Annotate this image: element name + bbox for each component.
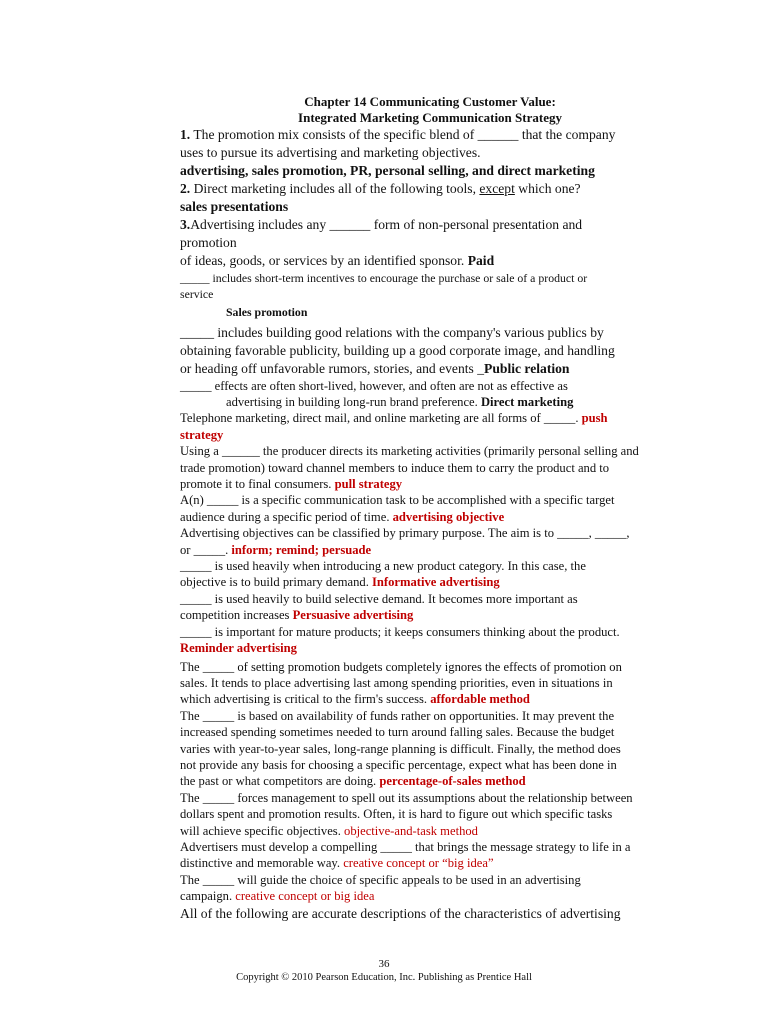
question-4-answer: Sales promotion	[226, 305, 308, 320]
question-1-answer: advertising, sales promotion, PR, personal selling, and direct marketing	[180, 163, 595, 178]
question-5-line2: obtaining favorable publicity, building up a good corporate image, and handling	[180, 342, 615, 358]
question-8-line2: trade promotion) toward channel members to induce them to carry the product and to	[180, 460, 610, 475]
question-9-line2: audience during a specific period of time. advertising objective	[180, 509, 505, 524]
question-11: _____ is used heavily when introducing a new product category. In this case, the	[180, 559, 586, 574]
question-16-line3: will achieve specific objectives. objective-and-task method	[180, 823, 478, 838]
question-3-line2: promotion	[180, 235, 237, 250]
question-14-line2: sales. It tends to place advertising last among spending priorities, even in situations in	[180, 675, 613, 690]
question-12-line2: competition increases Persuasive advertising	[180, 608, 414, 623]
question-18-answer: creative concept or big idea	[235, 889, 375, 904]
page-number: 36	[378, 958, 390, 970]
question-15-answer: percentage-of-sales method	[379, 774, 526, 789]
chapter-title: Chapter 14 Communicating Customer Value:	[304, 94, 556, 109]
question-14-answer: affordable method	[430, 692, 530, 707]
question-10-line2: or _____. inform; remind; persuade	[180, 542, 372, 557]
document-body	[180, 126, 680, 923]
chapter-subtitle: Integrated Marketing Communication Strategy	[298, 110, 562, 125]
question-4: _____ includes short-term incentives to encourage the purchase or sale of a product or	[180, 271, 588, 285]
question-10-answer: inform; remind; persuade	[231, 542, 372, 557]
question-2-answer: sales presentations	[180, 199, 289, 214]
question-15-line4: not provide any basis for choosing a specific percentage, expect what has been done in	[180, 757, 617, 772]
question-18: The _____ will guide the choice of specific appeals to be used in an advertising	[180, 872, 581, 887]
question-17: Advertisers must develop a compelling _____ that brings the message strategy to life in a	[180, 839, 631, 854]
question-14-line3: which advertising is critical to the firm's success. affordable method	[180, 692, 530, 707]
question-13: _____ is important for mature products; it keeps consumers thinking about the product.	[180, 624, 620, 639]
question-16-line2: dollars spent and promotion results. Often, it is hard to figure out which specific tasks	[180, 807, 613, 822]
question-8: Using a ______ the producer directs its marketing activities (primarily personal selling and	[180, 444, 639, 459]
question-17-answer: creative concept or “big idea”	[343, 856, 494, 871]
question-11-answer: Informative advertising	[372, 575, 500, 590]
question-4-line2: service	[180, 287, 214, 302]
question-10: Advertising objectives can be classified by primary purpose. The aim is to _____, _____,	[180, 526, 630, 541]
question-17-line2: distinctive and memorable way. creative concept or “big idea”	[180, 856, 494, 871]
question-15-line5: the past or what competitors are doing. percentage-of-sales method	[180, 774, 526, 789]
question-3-line3: of ideas, goods, or services by an identified sponsor. Paid	[180, 253, 495, 268]
question-14: The _____ of setting promotion budgets completely ignores the effects of promotion on	[180, 659, 622, 674]
question-6: _____ effects are often short-lived, however, and often are not as effective as	[180, 378, 568, 393]
question-15-line2: increased spending sometimes needed to turn around falling sales. Because the budget	[180, 725, 615, 740]
question-9-answer: advertising objective	[392, 509, 505, 524]
question-7-answer: push	[581, 411, 608, 426]
question-1-line2: uses to pursue its advertising and marketing objectives.	[180, 145, 481, 160]
question-7: Telephone marketing, direct mail, and online marketing are all forms of _____. push	[180, 411, 608, 426]
question-15: The _____ is based on availability of funds rather on opportunities. It may prevent the	[180, 708, 615, 723]
question-12: _____ is used heavily to build selective demand. It becomes more important as	[180, 591, 578, 606]
question-18-line2: campaign. creative concept or big idea	[180, 889, 375, 904]
question-5-line3: or heading off unfavorable rumors, stories, and events _Public relation	[180, 360, 570, 376]
question-13-answer: Reminder advertising	[180, 641, 297, 656]
question-11-line2: objective is to build primary demand. Informative advertising	[180, 575, 500, 590]
question-6-answer: Direct marketing	[480, 395, 574, 410]
question-12-answer: Persuasive advertising	[292, 608, 414, 623]
question-5-answer: Public relation	[484, 360, 570, 376]
question-2: 2. Direct marketing includes all of the following tools, except which one?	[180, 181, 581, 196]
question-8-answer: pull strategy	[334, 477, 403, 492]
question-9: A(n) _____ is a specific communication task to be accomplished with a specific target	[180, 493, 615, 508]
question-3-answer: Paid	[467, 253, 495, 268]
question-7-answer-line2: strategy	[180, 427, 224, 442]
copyright-notice: Copyright © 2010 Pearson Education, Inc. Publishing as Prentice Hall	[236, 972, 532, 983]
question-16-answer: objective-and-task method	[344, 823, 478, 838]
question-15-line3: varies with year-to-year sales, long-range planning is difficult. Finally, the method does	[180, 741, 621, 756]
question-6-line2: advertising in building long-run brand preference. Direct marketing	[226, 395, 574, 410]
question-1: 1. The promotion mix consists of the specific blend of ______ that the company	[180, 127, 616, 142]
question-16: The _____ forces management to spell out its assumptions about the relationship between	[180, 790, 633, 805]
question-19: All of the following are accurate descriptions of the characteristics of advertising	[180, 905, 621, 921]
question-5: _____ includes building good relations with the company's various publics by	[180, 324, 604, 340]
question-3: 3.Advertising includes any ______ form of non-personal presentation and	[180, 217, 583, 232]
question-8-line3: promote it to final consumers. pull strategy	[180, 477, 403, 492]
